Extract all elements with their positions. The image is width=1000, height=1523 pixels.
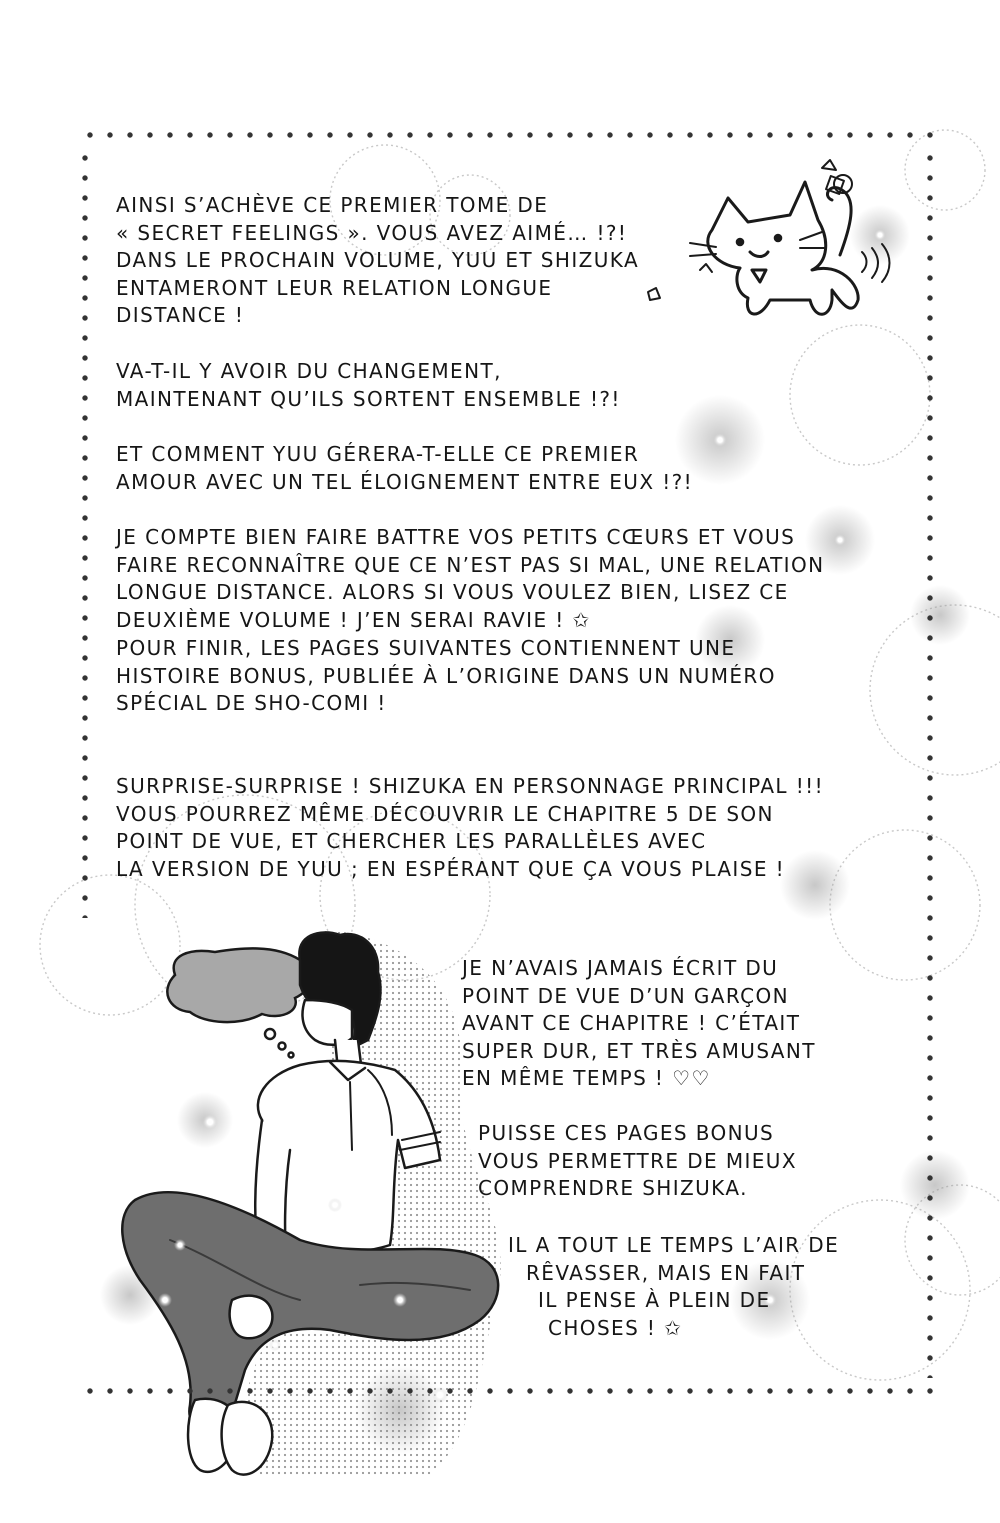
text-line: AMOUR AVEC UN TEL ÉLOIGNEMENT ENTRE EUX !?! <box>116 469 694 494</box>
text-line: COMPRENDRE SHIZUKA. <box>478 1176 748 1200</box>
text-line: JE COMPTE BIEN FAIRE BATTRE VOS PETITS CŒURS ET VOUS <box>116 525 796 549</box>
text-line: POINT DE VUE D’UN GARÇON <box>462 983 790 1008</box>
dotted-frame-top <box>80 130 940 140</box>
text-line: ET COMMENT YUU GÉRERA-T-ELLE CE PREMIER <box>116 442 640 466</box>
bonus-note-paragraph <box>478 1120 797 1203</box>
text-line: ENTAMERONT LEUR RELATION LONGUE <box>116 275 553 300</box>
text-line: POINT DE VUE, ET CHERCHER LES PARALLÈLES AVEC <box>116 829 707 853</box>
text-line: VA-T-IL Y AVOIR DU CHANGEMENT, <box>116 359 502 383</box>
text-line: IL PENSE À PLEIN DE <box>538 1288 771 1312</box>
text-line: LA VERSION DE YUU ; EN ESPÉRANT QUE ÇA VOUS PLAISE ! <box>116 856 786 881</box>
dotted-frame-left <box>80 148 90 918</box>
text-line: DANS LE PROCHAIN VOLUME, YUU ET SHIZUKA <box>116 248 640 272</box>
text-line: SURPRISE-SURPRISE ! SHIZUKA EN PERSONNAGE PRINCIPAL !!! <box>116 774 824 798</box>
dotted-frame-right <box>925 148 935 1378</box>
text-line: DISTANCE ! <box>116 303 245 327</box>
letter-paragraph <box>116 635 776 718</box>
text-line: « SECRET FEELINGS ». VOUS AVEZ AIMÉ… !?! <box>116 220 628 245</box>
letter-paragraph <box>116 441 693 496</box>
text-line: RÊVASSER, MAIS EN FAIT <box>526 1260 806 1285</box>
text-line: LONGUE DISTANCE. ALORS SI VOUS VOULEZ BIEN, LISEZ CE <box>116 580 789 604</box>
text-line: VOUS PERMETTRE DE MIEUX <box>478 1148 797 1173</box>
text-line: DEUXIÈME VOLUME ! J’EN SERAI RAVIE ! ✩ <box>116 607 591 632</box>
text-line: HISTOIRE BONUS, PUBLIÉE À L’ORIGINE DANS UN NUMÉRO <box>116 663 776 688</box>
text-line: SPÉCIAL DE SHO-COMI ! <box>116 691 387 715</box>
bonus-note-paragraph <box>508 1232 839 1342</box>
dotted-frame-bottom <box>80 1386 940 1396</box>
letter-paragraph <box>116 192 639 330</box>
letter-paragraph <box>116 773 824 883</box>
letter-paragraph <box>116 524 824 634</box>
text-line: IL A TOUT LE TEMPS L’AIR DE <box>508 1233 840 1257</box>
text-line: POUR FINIR, LES PAGES SUIVANTES CONTIENNENT UNE <box>116 636 736 660</box>
text-line: MAINTENANT QU’ILS SORTENT ENSEMBLE !?! <box>116 386 621 411</box>
text-line: VOUS POURREZ MÊME DÉCOUVRIR LE CHAPITRE 5 DE SON <box>116 801 774 826</box>
letter-paragraph <box>116 358 621 413</box>
text-line: PUISSE CES PAGES BONUS <box>478 1121 775 1145</box>
bonus-note-paragraph <box>462 955 816 1093</box>
text-line: EN MÊME TEMPS ! ♡♡ <box>462 1066 711 1090</box>
text-line: AINSI S’ACHÈVE CE PREMIER TOME DE <box>116 193 549 217</box>
text-line: AVANT CE CHAPITRE ! C’ÉTAIT <box>462 1011 801 1035</box>
text-line: JE N’AVAIS JAMAIS ÉCRIT DU <box>462 956 779 980</box>
text-line: SUPER DUR, ET TRÈS AMUSANT <box>462 1038 816 1063</box>
thought-bubble <box>167 948 311 1057</box>
text-line: FAIRE RECONNAÎTRE QUE CE N’EST PAS SI MAL, UNE RELATION <box>116 552 825 577</box>
text-line: CHOSES ! ✩ <box>548 1315 683 1340</box>
